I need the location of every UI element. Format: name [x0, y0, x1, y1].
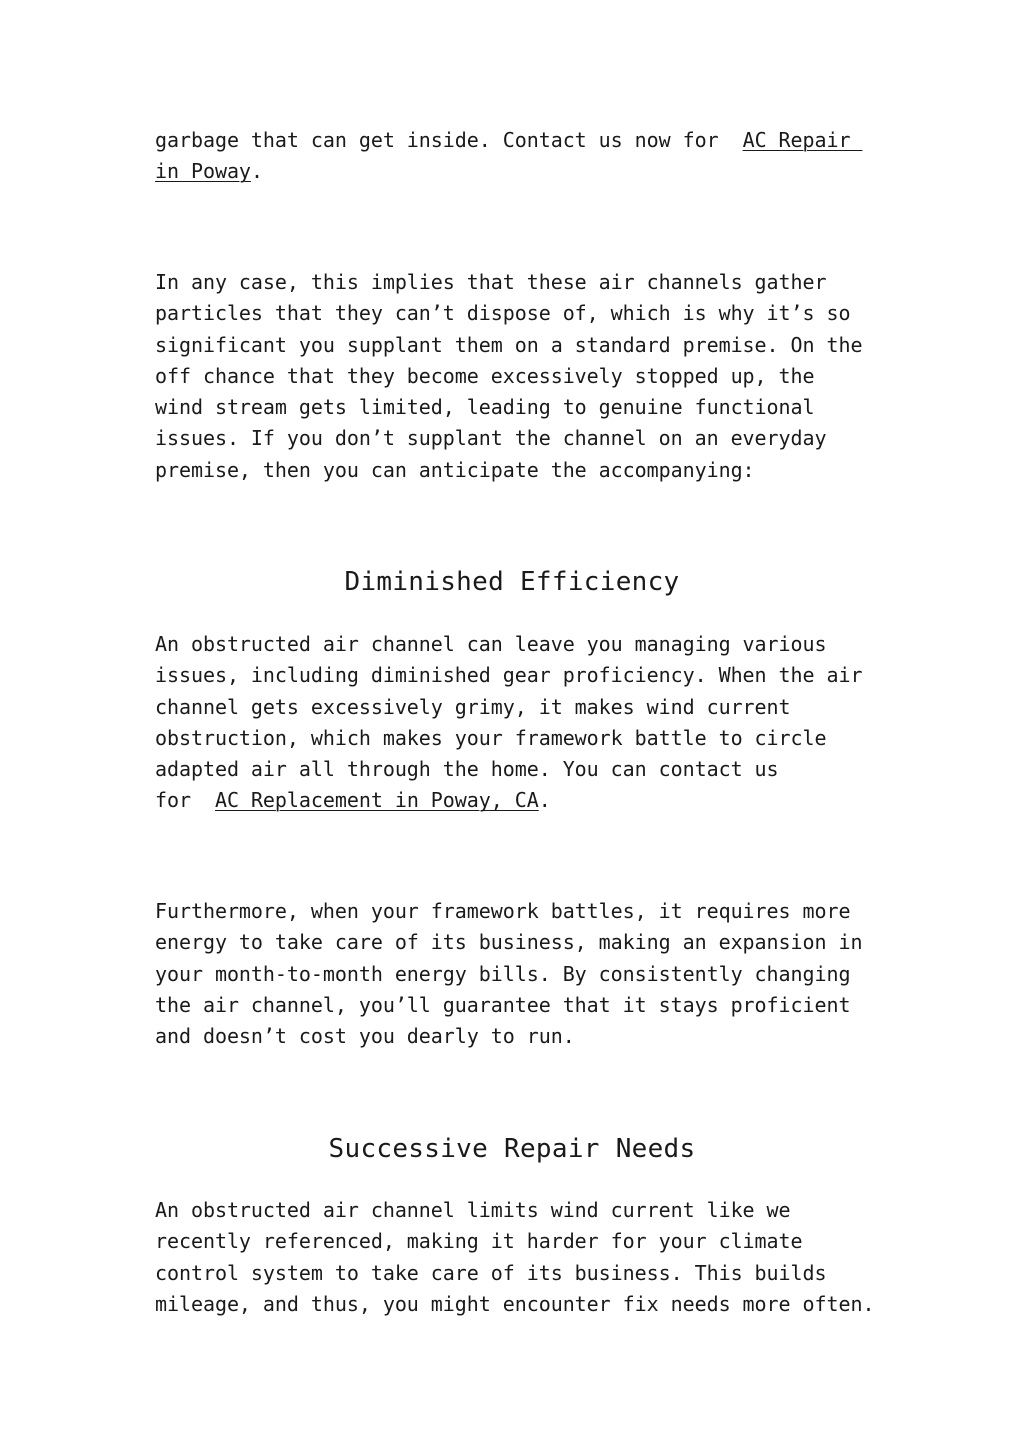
paragraph-line: Furthermore, when your framework battles, it requires more: [155, 899, 851, 923]
paragraph-line: obstruction, which makes your framework battle to circle: [155, 725, 827, 750]
ac-repair-link-continued[interactable]: in Poway: [155, 159, 251, 184]
paragraph-line: energy to take care of its business, making an expansion in: [155, 930, 863, 955]
paragraph-line: channel gets excessively grimy, it makes wind current: [155, 694, 791, 719]
paragraph-text: garbage that can get inside. Contact us now for: [155, 128, 731, 152]
paragraph-repair-needs: [155, 1195, 885, 1320]
paragraph-text: .: [538, 788, 551, 813]
paragraph-line: adapted air all through the home. You can contact us: [155, 757, 779, 782]
paragraph-line: issues, including diminished gear proficiency. When the air: [155, 663, 863, 688]
paragraph-line: off chance that they become excessively stopped up, the: [155, 363, 815, 388]
paragraph-energy: [155, 896, 885, 1052]
paragraph-line: particles that they can’t dispose of, which is why it’s so: [155, 301, 851, 326]
paragraph-line: significant you supplant them on a standard premise. On the: [155, 332, 863, 357]
paragraph-line: mileage, and thus, you might encounter fix needs more often.: [155, 1291, 875, 1316]
paragraph-line: and doesn’t cost you dearly to run.: [155, 1024, 575, 1049]
paragraph-line: issues. If you don’t supplant the channel on an everyday: [155, 426, 827, 451]
ac-repair-link[interactable]: AC Repair: [742, 128, 863, 152]
ac-replacement-link[interactable]: AC Replacement in Poway, CA: [214, 788, 539, 813]
paragraph-line: [155, 125, 885, 156]
paragraph-line: your month-to-month energy bills. By consistently changing: [155, 961, 851, 986]
paragraph-line: recently referenced, making it harder for your climate: [155, 1229, 803, 1254]
paragraph-line: An obstructed air channel can leave you managing various: [155, 632, 827, 656]
paragraph-line: control system to take care of its business. This builds: [155, 1260, 827, 1285]
paragraph-air-channels: [155, 267, 885, 486]
paragraph-line: [155, 785, 885, 816]
paragraph-efficiency: [155, 629, 885, 817]
paragraph-text: .: [250, 159, 263, 184]
paragraph-line: premise, then you can anticipate the accompanying:: [155, 457, 755, 482]
paragraph-line: In any case, this implies that these air channels gather: [155, 270, 827, 294]
paragraph-contact: [155, 125, 885, 188]
heading-diminished-efficiency: Diminished Efficiency: [344, 567, 680, 597]
paragraph-text: for: [155, 788, 203, 813]
heading-successive-repair-needs: Successive Repair Needs: [328, 1134, 696, 1164]
paragraph-line: the air channel, you’ll guarantee that it stays proficient: [155, 992, 851, 1017]
paragraph-line: An obstructed air channel limits wind current like we: [155, 1198, 791, 1222]
paragraph-line: [155, 156, 885, 187]
paragraph-line: wind stream gets limited, leading to genuine functional: [155, 395, 815, 420]
